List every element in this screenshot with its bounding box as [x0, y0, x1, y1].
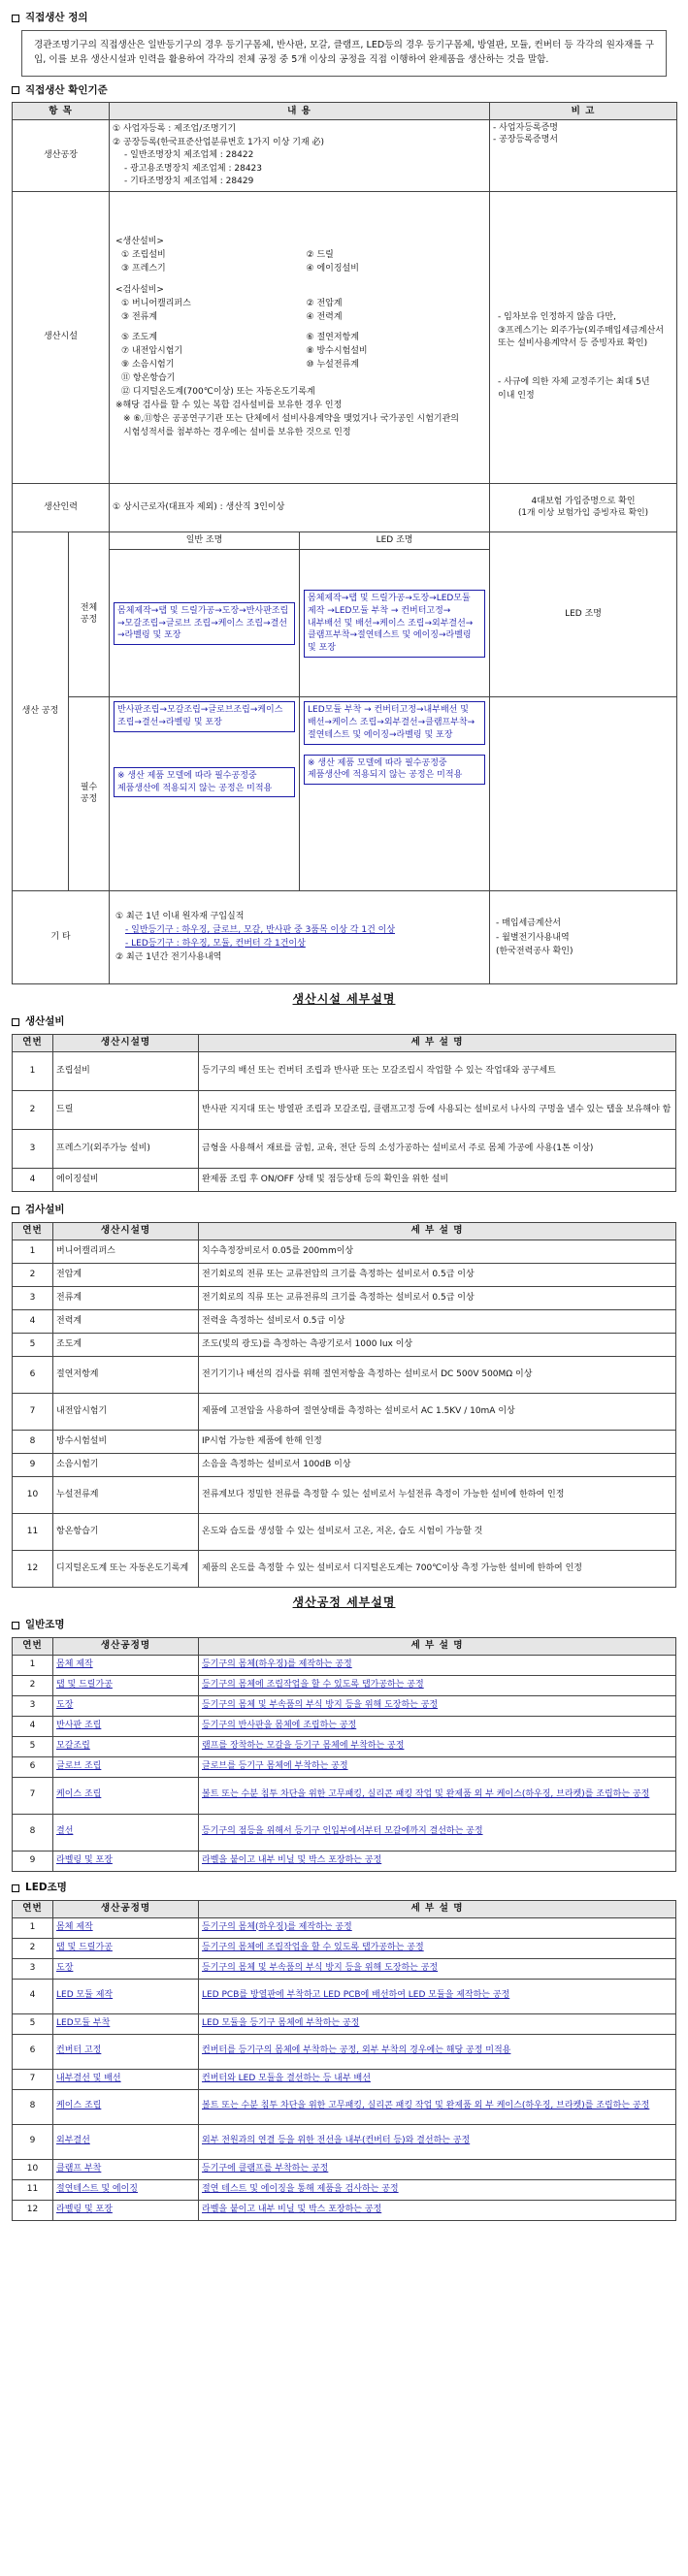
other-row: 기 타 ① 최근 1년 이내 원자재 구입실적 - 일반등기구 : 하우징, 글로브, 모갈, 반사판 중 3품목 이상 각 1건 이상 - LED등기구 : 하우징, 모듈, 컨버터 각 1건이상 ② 최근 1년간 전기사용내역 - 매입세금계산서 - 월별전기사용내역 (한국전력공사 확인) [13, 891, 677, 984]
table-row: 5 모갈조립 램프를 장착하는 모갈을 등기구 몸체에 부착하는 공정 [13, 1736, 676, 1756]
table-row: 11 절연테스트 및 에이징 절연 테스트 및 에이징을 통해 제품을 검사하는 공정 [13, 2179, 676, 2200]
table-row: 12 라벨링 및 포장 라벨을 붙이고 내부 비닐 및 박스 포장하는 공정 [13, 2200, 676, 2220]
definition-heading: 직접생산 정의 [12, 12, 676, 25]
table-row: 1 버니어캘리퍼스 치수측정장비로서 0.05를 200mm이상 [13, 1240, 676, 1263]
definition-box: 경관조명기구의 직접생산은 일반등기구의 경우 등기구몸체, 반사판, 모갈, 클램프, LED등의 경우 등기구몸체, 방열판, 모듈, 컨버터 등 각각의 원자재를 구입, 이를 보유 생산시설과 인력을 활용하여 각각의 전체 공정 중 5개 이상의 공정을 직접 이행하여 완제품을 생산하는 것을 말함. [21, 30, 667, 77]
table-row: 8 방수시험설비 IP시험 가능한 제품에 한해 인정 [13, 1430, 676, 1453]
table-row: 1 조립설비 등기구의 배선 또는 컨버터 조립과 반사판 또는 모갈조립시 작업할 수 있는 작업대와 공구세트 [13, 1052, 676, 1091]
table-row: 7 케이스 조립 볼트 또는 수분 침투 차단을 위한 고무패킹, 실리콘 패킹 작업 및 완제품 외 부 케이스(하우징, 브라켓)를 조립하는 공정 [13, 1777, 676, 1814]
prod-equip-table: 연번 생산시설명 세 부 설 명 1 조립설비 등기구의 배선 또는 컨버터 조립과 반사판 또는 모갈조립시 작업할 수 있는 작업대와 공구세트 2 드릴 반사판 지지대 또는 방열판 조립과 모갈조립, 클램프고정 등에 사용되는 설비로서 나사의 구멍을 낼수 있는 탭을 보유해야 함 3 프레스기(외주가능 설비) 금형을 사용해서 재료를 굽힘, 교육, 전단 등의 소성가공하는 설비로서 주로 몸체 가공에 사용(1톤 이상) 4 에이징설비 완제품 조립 후 ON/OFF 상태 및 점등상태 등의 확인을 위한 설비 [12, 1034, 676, 1192]
square-bullet-icon [12, 1884, 19, 1892]
staff-row: 생산인력 ① 상시근로자(대표자 제외) : 생산직 3인이상 4대보험 가입증명으로 확인 (1개 이상 보험가입 증빙자료 확인) [13, 484, 677, 532]
process-subheader-row: 생산 공정 전체 공정 일반 조명 LED 조명 LED 조명 [13, 532, 677, 550]
table-row: 11 항온항습기 온도와 습도를 생성할 수 있는 설비로서 고온, 저온, 습도 시험이 가능할 것 [13, 1513, 676, 1550]
facility-detail-title: 생산시설 세부설명 [292, 992, 396, 1007]
table-row: 6 절연저항계 전기기기나 배선의 검사를 위해 절연저항을 측정하는 설비로서 DC 500V 500MΩ 이상 [13, 1356, 676, 1393]
table-row: 9 소음시험기 소음을 측정하는 설비로서 100dB 이상 [13, 1453, 676, 1476]
led-process-heading: LED조명 [12, 1882, 676, 1895]
table-row: 8 결선 등기구의 점등을 위해서 등기구 인입부에서부터 모갈에까지 결선하는 공정 [13, 1814, 676, 1851]
square-bullet-icon [12, 1018, 19, 1026]
table-row: 6 글로브 조립 글로브를 등기구 몸체에 부착하는 공정 [13, 1756, 676, 1777]
square-bullet-icon [12, 1622, 19, 1629]
table-row: 7 내전압시험기 제품에 고전압을 사용하여 절연상태를 측정하는 설비로서 AC 1.5KV / 10mA 이상 [13, 1393, 676, 1430]
prod-equip-heading: 생산설비 [12, 1015, 676, 1029]
general-process-table: 연번 생산공정명 세 부 설 명 1 몸체 제작 등기구의 몸체(하우징)를 제작하는 공정 2 탭 및 드릴가공 등기구의 몸체에 조립작업을 할 수 있도록 탭가공하는 공정 3 도장 등기구의 몸체 및 부속품의 부식 방지 등을 위해 도장하는 공정 4 반사판 조립 등기구의 반사판을 몸체에 조립하는 공정 5 모갈조립 램프를 장착하는 모갈을 등기구 몸체에 부착하는 공정 6 글로브 조립 글로브를 등기구 몸체에 부착하는 공정 7 케이스 조립 볼트 또는 수분 침투 차단을 위한 고무패킹, 실리콘 패킹 작업 및 완제품 외 부 케이스(하우징, 브라켓)를 조립하는 공정 8 결선 등기구의 점등을 위해서 등기구 인입부에서부터 모갈에까지 결선하는 공정 9 라벨링 및 포장 라벨을 붙이고 내부 비닐 및 박스 포장하는 공정 [12, 1637, 676, 1872]
table-row: 4 전력계 전력을 측정하는 설비로서 0.5급 이상 [13, 1309, 676, 1333]
table-row: 2 전압계 전기회로의 전류 또는 교류전압의 크기를 측정하는 설비로서 0.5급 이상 [13, 1263, 676, 1286]
office-row: 생산공장 ① 사업자등록 : 제조업/조명기기 ② 공장등록(한국표준산업분류번호 1가지 이상 기재 必) - 일반조명장치 제조업체 : 28422 - 광고용조명장치 제조업체 : 28423 - 기타조명장치 제조업체 : 28429 - 사업자등록증명 - 공장등록증명서 [13, 120, 677, 192]
table-row: 9 외부결선 외부 전원과의 연결 등을 위한 전선을 내부(컨버터 등)와 결선하는 공정 [13, 2124, 676, 2159]
square-bullet-icon [12, 86, 19, 94]
table-row: 3 도장 등기구의 몸체 및 부속품의 부식 방지 등을 위해 도장하는 공정 [13, 1695, 676, 1716]
table-row: 1 몸체 제작 등기구의 몸체(하우징)를 제작하는 공정 [13, 1917, 676, 1938]
table-row: 5 LED모듈 부착 LED 모듈을 등기구 몸체에 부착하는 공정 [13, 2013, 676, 2034]
criteria-table [12, 102, 677, 984]
process-detail-title: 생산공정 세부설명 [292, 1594, 396, 1609]
process-required-row: 필수 공정 반사판조립→모갈조립→글로브조립→케이스 조립→결선→라벨링 및 포장 ※ 생산 제품 모델에 따라 필수공정중 제품생산에 적용되지 않는 공정은 미적용 LED모듈 부착 → 컨버터고정→내부배선 및 배선→케이스 조립→외부결선→클램프부착→절연테스트 및 에이징→라벨링 및 포장 ※ 생산 제품 모델에 따라 필수공정중 제품생산에 적용되지 않는 공정은 미적용 [13, 697, 677, 891]
square-bullet-icon [12, 15, 19, 22]
table-row: 3 도장 등기구의 몸체 및 부속품의 부식 방지 등을 위해 도장하는 공정 [13, 1958, 676, 1979]
table-row: 10 누설전류계 전류계보다 정밀한 전류를 측정할 수 있는 설비로서 누설전류 측정이 가능한 설비에 한하여 인정 [13, 1476, 676, 1513]
table-row: 3 프레스기(외주가능 설비) 금형을 사용해서 재료를 굽힘, 교육, 전단 등의 소성가공하는 설비로서 주로 몸체 가공에 사용(1톤 이상) [13, 1130, 676, 1169]
table-row: 3 전류계 전기회로의 직류 또는 교류전류의 크기를 측정하는 설비로서 0.5급 이상 [13, 1286, 676, 1309]
table-row: 9 라벨링 및 포장 라벨을 붙이고 내부 비닐 및 박스 포장하는 공정 [13, 1851, 676, 1871]
insp-equip-table: 연번 생산시설명 세 부 설 명 1 버니어캘리퍼스 치수측정장비로서 0.05를 200mm이상 2 전압계 전기회로의 전류 또는 교류전압의 크기를 측정하는 설비로서 0.5급 이상 3 전류계 전기회로의 직류 또는 교류전류의 크기를 측정하는 설비로서 0.5급 이상 4 전력계 전력을 측정하는 설비로서 0.5급 이상 5 조도계 조도(빛의 광도)를 측정하는 측광기로서 1000 lux 이상 6 절연저항계 전기기기나 배선의 검사를 위해 절연저항을 측정하는 설비로서 DC 500V 500MΩ 이상 7 내전압시험기 제품에 고전압을 사용하여 절연상태를 측정하는 설비로서 AC 1.5KV / 10mA 이상 8 방수시험설비 IP시험 가능한 제품에 한해 인정 9 소음시험기 소음을 측정하는 설비로서 100dB 이상 10 누설전류계 전류계보다 정밀한 전류를 측정할 수 있는 설비로서 누설전류 측정이 가능한 설비에 한하여 인정 11 항온항습기 온도와 습도를 생성할 수 있는 설비로서 고온, 저온, 습도 시험이 가능할 것 12 디지털온도계 또는 자동온도기록계 제품의 온도를 측정할 수 있는 설비로서 디지털온도계는 700℃이상 측정 가능한 설비에 한하여 인정 [12, 1222, 676, 1588]
table-row: 4 반사판 조립 등기구의 반사판을 몸체에 조립하는 공정 [13, 1716, 676, 1736]
table-row: 2 드릴 반사판 지지대 또는 방열판 조립과 모갈조립, 클램프고정 등에 사용되는 설비로서 나사의 구멍을 낼수 있는 탭을 보유해야 함 [13, 1091, 676, 1130]
table-row: 12 디지털온도계 또는 자동온도기록계 제품의 온도를 측정할 수 있는 설비로서 디지털온도계는 700℃이상 측정 가능한 설비에 한하여 인정 [13, 1550, 676, 1587]
table-row: 2 탭 및 드릴가공 등기구의 몸체에 조립작업을 할 수 있도록 탭가공하는 공정 [13, 1675, 676, 1695]
facility-row: 생산시설 <생산설비> ① 조립설비 ② 드릴 ③ 프레스기 ④ 에이징설비 <검사설비> ① 버니어캘리퍼스 ② 전압계 ③ 전류계 ④ 전력계 ⑤ 조도계 ⑥ 절연저항계 ⑦ 내전압시험기 ⑧ 방수시험설비 ⑨ 소음시험기 ⑩ 누설전류계 ⑪ 항온항습기 ⑫ 디지털온도계(700℃이상) 또는 자동온도기록계 ※해당 검사를 할 수 있는 복합 검사설비를 보유한 경우 인정 ※ ⑥,⑪항은 공공연구기관 또는 단체에서 설비사용계약을 맺었거나 국가공인 시험기관의 시험성적서를 첨부하는 경우에는 설비를 보유한 것으로 인정 - 임차보유 인정하지 않음 다만, ③프레스기는 외주가능(외주매입세금계산서 또는 설비사용계약서 등 증빙자료 확인) - 사규에 의한 자체 교정주기는 최대 5년 이내 인정 [13, 192, 677, 484]
table-row: 6 컨버터 고정 컨버터를 등기구의 몸체에 부착하는 공정, 외부 부착의 경우에는 해당 공정 미적용 [13, 2034, 676, 2069]
criteria-header-row: 항 목 내 용 비 고 [13, 103, 677, 120]
criteria-heading: 직접생산 확인기준 [12, 84, 676, 98]
table-row: 8 케이스 조립 볼트 또는 수분 침투 차단을 위한 고무패킹, 실리콘 패킹 작업 및 완제품 외 부 케이스(하우징, 브라켓)를 조립하는 공정 [13, 2089, 676, 2124]
process-all-row: 몸체제작→탭 및 드릴가공→도장→반사판조립→모갈조립→글로브 조립→케이스 조립→결선→라벨링 및 포장 몸체제작→탭 및 드릴가공→도장→LED모듈 제작 →LED모듈 부착 → 컨버터고정→내부배선 및 배선→케이스 조립→외부결선→클램프부착→절연테스트 및 에이징→라벨링 및 포장 [13, 550, 677, 697]
table-row: 5 조도계 조도(빛의 광도)를 측정하는 측광기로서 1000 lux 이상 [13, 1333, 676, 1356]
table-row: 7 내부결선 및 배선 컨버터와 LED 모듈을 결선하는 등 내부 배선 [13, 2069, 676, 2089]
table-row: 4 에이징설비 완제품 조립 후 ON/OFF 상태 및 점등상태 등의 확인을 위한 설비 [13, 1169, 676, 1192]
general-process-heading: 일반조명 [12, 1619, 676, 1632]
square-bullet-icon [12, 1207, 19, 1214]
insp-equip-heading: 검사설비 [12, 1204, 676, 1217]
table-row: 1 몸체 제작 등기구의 몸체(하우징)를 제작하는 공정 [13, 1655, 676, 1675]
table-row: 2 탭 및 드릴가공 등기구의 몸체에 조립작업을 할 수 있도록 탭가공하는 공정 [13, 1938, 676, 1958]
table-row: 10 클램프 부착 등기구에 클램프를 부착하는 공정 [13, 2159, 676, 2179]
led-process-table: 연번 생산공정명 세 부 설 명 1 몸체 제작 등기구의 몸체(하우징)를 제작하는 공정 2 탭 및 드릴가공 등기구의 몸체에 조립작업을 할 수 있도록 탭가공하는 공정 3 도장 등기구의 몸체 및 부속품의 부식 방지 등을 위해 도장하는 공정 4 LED 모듈 제작 LED PCB를 방열판에 부착하고 LED PCB에 배선하여 LED 모듈을 제작하는 공정 5 LED모듈 부착 LED 모듈을 등기구 몸체에 부착하는 공정 6 컨버터 고정 컨버터를 등기구의 몸체에 부착하는 공정, 외부 부착의 경우에는 해당 공정 미적용 7 내부결선 및 배선 컨버터와 LED 모듈을 결선하는 등 내부 배선 8 케이스 조립 볼트 또는 수분 침투 차단을 위한 고무패킹, 실리콘 패킹 작업 및 완제품 외 부 케이스(하우징, 브라켓)를 조립하는 공정 9 외부결선 외부 전원과의 연결 등을 위한 전선을 내부(컨버터 등)와 결선하는 공정 10 클램프 부착 등기구에 클램프를 부착하는 공정 11 절연테스트 및 에이징 절연 테스트 및 에이징을 통해 제품을 검사하는 공정 12 라벨링 및 포장 라벨을 붙이고 내부 비닐 및 박스 포장하는 공정 [12, 1900, 676, 2221]
table-row: 4 LED 모듈 제작 LED PCB를 방열판에 부착하고 LED PCB에 배선하여 LED 모듈을 제작하는 공정 [13, 1979, 676, 2013]
